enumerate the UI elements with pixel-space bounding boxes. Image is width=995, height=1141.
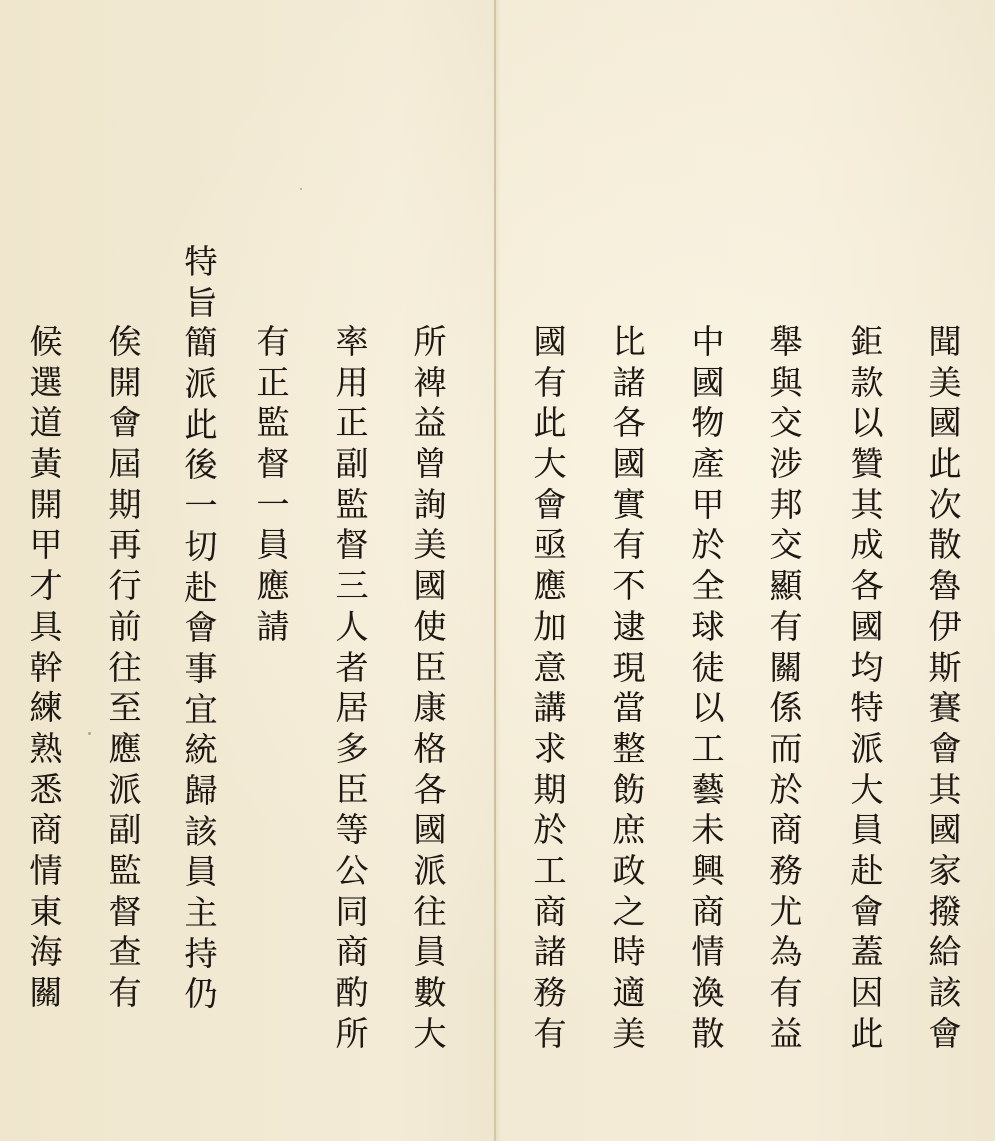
column-character: 臣: [335, 769, 369, 809]
column-character: 一: [184, 486, 218, 526]
column-character: 副: [108, 810, 142, 850]
column-character: 具: [29, 606, 63, 646]
column-character: 此: [928, 444, 962, 484]
column-character: 請: [256, 606, 290, 646]
column-character: 均: [850, 647, 884, 687]
column-character: 中: [691, 322, 725, 361]
column-character: 有: [256, 322, 290, 361]
column-character: 熟: [29, 728, 63, 768]
column-character: 國: [413, 810, 447, 850]
column-character: 美: [413, 525, 447, 565]
column-character: 會: [928, 728, 962, 768]
column-character: 開: [108, 362, 142, 402]
column-character: 所: [413, 322, 447, 361]
column-character: 該: [184, 811, 218, 851]
column-character: 各: [850, 566, 884, 606]
column-character: 多: [335, 728, 369, 768]
column-character: 務: [769, 850, 803, 890]
column-character: 監: [256, 403, 290, 443]
column-character: 派: [413, 850, 447, 890]
column-character: 會: [928, 1013, 962, 1053]
column-character: 之: [612, 891, 646, 931]
text-column-8: [330, 322, 374, 1054]
column-character: 涉: [769, 444, 803, 484]
column-character: 往: [108, 647, 142, 687]
column-character: 國: [928, 403, 962, 443]
column-character: 商: [533, 891, 567, 931]
column-character: 賽: [928, 688, 962, 728]
text-column-6: [528, 322, 572, 1054]
paper-speck: [300, 188, 302, 190]
column-character: 實: [612, 484, 646, 524]
column-character: 各: [413, 769, 447, 809]
column-character: 數: [413, 973, 447, 1012]
column-character: 此: [184, 404, 218, 444]
column-character: 魯: [928, 566, 962, 606]
column-character: 球: [691, 606, 725, 646]
column-character: 以: [850, 403, 884, 443]
column-character: 其: [850, 484, 884, 524]
column-character: 為: [769, 932, 803, 972]
column-character: 其: [928, 769, 962, 809]
column-character: 不: [612, 566, 646, 606]
column-character: 應: [533, 566, 567, 606]
column-character: 幹: [29, 647, 63, 687]
column-character: 有: [612, 525, 646, 565]
column-character: 贊: [850, 444, 884, 484]
column-character: 赴: [184, 567, 218, 607]
column-character: 商: [769, 810, 803, 850]
column-character: 伊: [928, 606, 962, 646]
column-character: 時: [612, 932, 646, 972]
column-character: 交: [769, 525, 803, 565]
text-column-1: [923, 322, 967, 1054]
column-character: 特: [850, 688, 884, 728]
column-character: 情: [691, 932, 725, 972]
column-character: 次: [928, 484, 962, 524]
column-character: 曾: [413, 444, 447, 484]
column-character: 應: [108, 728, 142, 768]
column-character: 至: [108, 688, 142, 728]
column-character: 前: [108, 606, 142, 646]
column-character: 持: [184, 933, 218, 973]
column-character: 員: [184, 852, 218, 892]
column-character: 關: [769, 647, 803, 687]
column-character: 大: [850, 769, 884, 809]
column-character: 求: [533, 728, 567, 768]
column-character: 益: [769, 1013, 803, 1053]
column-character: 監: [108, 850, 142, 890]
column-character: 益: [413, 403, 447, 443]
column-character: 現: [612, 647, 646, 687]
column-character: 政: [612, 850, 646, 890]
column-character: 徒: [691, 647, 725, 687]
column-character: 斯: [928, 647, 962, 687]
column-character: 大: [413, 1013, 447, 1053]
column-character: 成: [850, 525, 884, 565]
column-character: 員: [256, 525, 290, 565]
column-character: 當: [612, 688, 646, 728]
column-character: 開: [29, 484, 63, 524]
column-character: 諸: [533, 932, 567, 972]
column-character: 係: [769, 688, 803, 728]
column-character: 期: [533, 769, 567, 809]
column-character: 交: [769, 403, 803, 443]
column-character: 簡: [184, 323, 218, 363]
column-character: 務: [533, 973, 567, 1012]
column-character: 使: [413, 606, 447, 646]
column-character: 鉅: [850, 322, 884, 361]
column-character: 俟: [108, 322, 142, 361]
column-character: 詢: [413, 484, 447, 524]
column-character: 大: [533, 444, 567, 484]
column-character: 特: [184, 242, 218, 281]
column-character: 選: [29, 362, 63, 402]
column-character: 國: [850, 606, 884, 646]
column-character: 於: [769, 769, 803, 809]
column-character: 練: [29, 688, 63, 728]
column-character: 宜: [184, 689, 218, 729]
column-character: 人: [335, 606, 369, 646]
text-column-9: [251, 322, 295, 648]
column-character: 散: [691, 1013, 725, 1053]
column-character: 黃: [29, 444, 63, 484]
paper-speck: [88, 732, 91, 735]
column-character: 酌: [335, 973, 369, 1012]
column-character: 主: [184, 893, 218, 932]
column-character: 督: [335, 525, 369, 565]
column-character: 居: [335, 688, 369, 728]
column-character: 此: [533, 403, 567, 443]
column-character: 仍: [184, 974, 218, 1014]
column-character: 甲: [691, 484, 725, 524]
column-character: 會: [108, 403, 142, 443]
column-character: 國: [533, 322, 567, 361]
column-character: 商: [691, 891, 725, 931]
column-character: 撥: [928, 891, 962, 931]
column-character: 候: [29, 322, 63, 361]
text-column-12: [24, 322, 68, 1014]
column-character: 尤: [769, 891, 803, 931]
column-character: 物: [691, 403, 725, 443]
column-character: 散: [928, 525, 962, 565]
column-character: 整: [612, 728, 646, 768]
column-character: 商: [29, 810, 63, 850]
text-column-5: [607, 322, 651, 1054]
column-character: 舉: [769, 322, 803, 361]
column-character: 所: [335, 1013, 369, 1053]
column-character: 三: [335, 566, 369, 606]
column-character: 因: [850, 973, 884, 1012]
column-character: 正: [256, 362, 290, 402]
text-column-10: [179, 242, 223, 1015]
column-character: 員: [413, 932, 447, 972]
column-character: 會: [850, 891, 884, 931]
column-character: 於: [691, 525, 725, 565]
column-character: 道: [29, 403, 63, 443]
column-character: 產: [691, 444, 725, 484]
column-character: 歸: [184, 770, 218, 810]
column-character: 家: [928, 850, 962, 890]
column-character: 興: [691, 850, 725, 890]
column-character: 會: [184, 608, 218, 648]
column-character: 加: [533, 606, 567, 646]
column-character: 等: [335, 810, 369, 850]
column-character: 康: [413, 688, 447, 728]
column-character: 有: [108, 973, 142, 1012]
column-character: 款: [850, 362, 884, 402]
column-character: 以: [691, 688, 725, 728]
column-character: 派: [108, 769, 142, 809]
column-character: 顯: [769, 566, 803, 606]
column-character: 員: [850, 810, 884, 850]
column-character: 國: [413, 566, 447, 606]
column-character: 監: [335, 484, 369, 524]
column-character: 有: [769, 606, 803, 646]
column-character: 關: [29, 973, 63, 1012]
column-character: 才: [29, 566, 63, 606]
column-character: 而: [769, 728, 803, 768]
column-character: 正: [335, 403, 369, 443]
column-character: 派: [184, 364, 218, 404]
text-column-2: [845, 322, 889, 1054]
column-character: 邦: [769, 484, 803, 524]
column-character: 事: [184, 648, 218, 688]
column-character: 全: [691, 566, 725, 606]
column-character: 統: [184, 730, 218, 770]
column-character: 往: [413, 891, 447, 931]
column-character: 逮: [612, 606, 646, 646]
column-character: 公: [335, 850, 369, 890]
column-character: 再: [108, 525, 142, 565]
column-character: 一: [256, 484, 290, 524]
column-character: 未: [691, 810, 725, 850]
column-character: 諸: [612, 362, 646, 402]
column-character: 甲: [29, 525, 63, 565]
column-character: 者: [335, 647, 369, 687]
text-column-4: [686, 322, 730, 1054]
column-character: 商: [335, 932, 369, 972]
column-character: 工: [691, 728, 725, 768]
text-column-3: [764, 322, 808, 1054]
column-character: 美: [928, 362, 962, 402]
column-character: 裨: [413, 362, 447, 402]
text-column-7: [408, 322, 452, 1054]
column-character: 比: [612, 322, 646, 361]
column-character: 工: [533, 850, 567, 890]
column-character: 於: [533, 810, 567, 850]
column-character: 查: [108, 932, 142, 972]
column-character: 派: [850, 728, 884, 768]
column-character: 意: [533, 647, 567, 687]
column-character: 同: [335, 891, 369, 931]
column-character: 適: [612, 973, 646, 1012]
column-character: 旨: [184, 282, 218, 322]
page-fold-line: [494, 0, 496, 1141]
column-character: 率: [335, 322, 369, 361]
column-character: 會: [533, 484, 567, 524]
column-character: 國: [612, 444, 646, 484]
column-character: 副: [335, 444, 369, 484]
column-character: 有: [533, 362, 567, 402]
column-character: 海: [29, 932, 63, 972]
column-character: 各: [612, 403, 646, 443]
column-character: 督: [108, 891, 142, 931]
column-character: 藝: [691, 769, 725, 809]
column-character: 給: [928, 932, 962, 972]
column-character: 格: [413, 728, 447, 768]
column-character: 督: [256, 444, 290, 484]
column-character: 飭: [612, 769, 646, 809]
column-character: 蓋: [850, 932, 884, 972]
column-character: 有: [769, 973, 803, 1012]
column-character: 臣: [413, 647, 447, 687]
column-character: 期: [108, 484, 142, 524]
column-character: 屆: [108, 444, 142, 484]
column-character: 後: [184, 445, 218, 485]
column-character: 亟: [533, 525, 567, 565]
column-character: 東: [29, 891, 63, 931]
column-character: 切: [184, 526, 218, 566]
column-character: 悉: [29, 769, 63, 809]
column-character: 行: [108, 566, 142, 606]
column-character: 國: [691, 362, 725, 402]
column-character: 講: [533, 688, 567, 728]
column-character: 有: [533, 1013, 567, 1053]
column-character: 該: [928, 973, 962, 1012]
column-character: 此: [850, 1013, 884, 1053]
column-character: 國: [928, 810, 962, 850]
column-character: 用: [335, 362, 369, 402]
column-character: 渙: [691, 973, 725, 1012]
column-character: 應: [256, 566, 290, 606]
column-character: 情: [29, 850, 63, 890]
column-character: 庶: [612, 810, 646, 850]
column-character: 聞: [928, 322, 962, 361]
text-column-11: [103, 322, 147, 1014]
column-character: 赴: [850, 850, 884, 890]
column-character: 與: [769, 362, 803, 402]
column-character: 美: [612, 1013, 646, 1053]
